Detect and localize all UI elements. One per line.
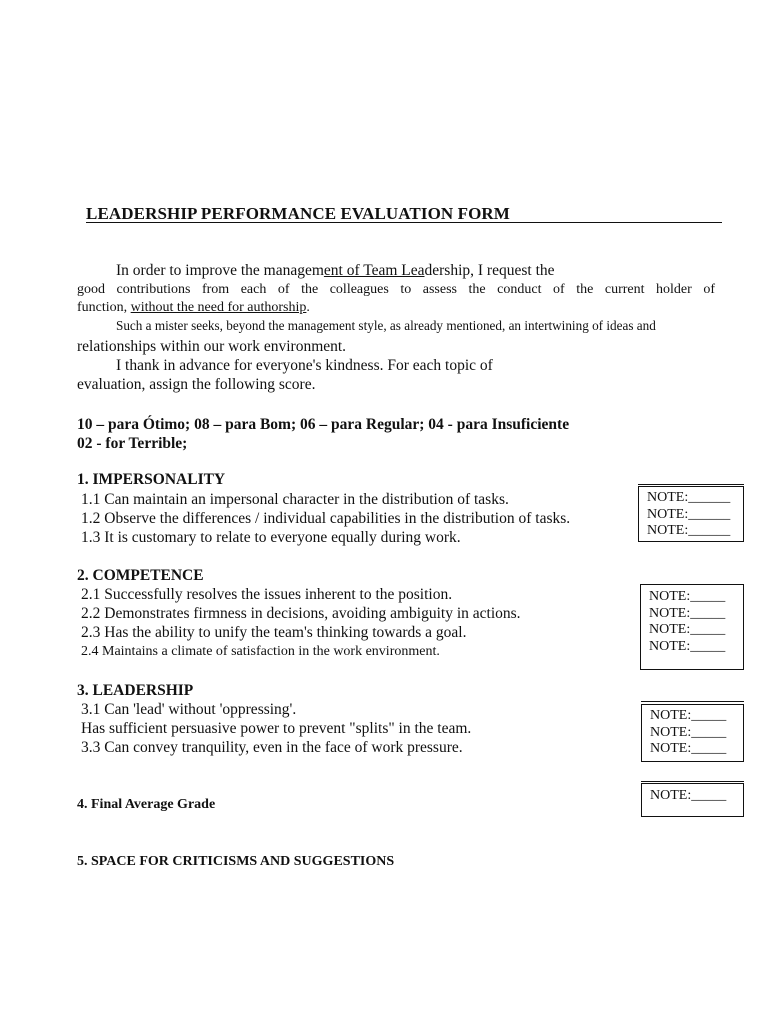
note-field[interactable]: NOTE:______ (647, 490, 731, 505)
note-box-impersonality (638, 486, 744, 542)
note-field[interactable]: NOTE:______ (647, 523, 731, 538)
note-box-final-grade (641, 783, 744, 817)
note-field[interactable]: NOTE:______ (647, 506, 731, 522)
item-3-2: Has sufficient persuasive power to prevent "splits" in the team. (81, 720, 472, 737)
intro-line-3: function, without the need for authorship. (77, 300, 310, 315)
note-field[interactable]: NOTE:_____ (649, 605, 726, 621)
intro-line-1: In order to improve the management of Team Leadership, I request the (116, 262, 555, 279)
item-1-1: 1.1 Can maintain an impersonal character in the distribution of tasks. (81, 491, 509, 508)
note-field[interactable]: NOTE:_____ (650, 788, 727, 803)
note-box-3-top-rule (641, 701, 744, 702)
title-underline (86, 222, 722, 223)
form-title: LEADERSHIP PERFORMANCE EVALUATION FORM (86, 204, 510, 223)
section-heading-competence: 2. COMPETENCE (77, 567, 204, 584)
section-heading-criticisms-suggestions: 5. SPACE FOR CRITICISMS AND SUGGESTIONS (77, 854, 395, 869)
intro-line-6: I thank in advance for everyone's kindness. For each topic of (116, 357, 493, 374)
item-3-1: 3.1 Can 'lead' without 'oppressing'. (81, 701, 297, 718)
section-heading-impersonality: 1. IMPERSONALITY (77, 471, 226, 488)
intro-line-7: evaluation, assign the following score. (77, 376, 316, 393)
score-scale-line-2: 02 - for Terrible; (77, 435, 188, 452)
note-field[interactable]: NOTE:_____ (649, 638, 726, 654)
item-3-3: 3.3 Can convey tranquility, even in the face of work pressure. (81, 739, 463, 756)
section-heading-final-grade: 4. Final Average Grade (77, 797, 216, 812)
note-box-leadership (641, 704, 744, 762)
item-1-2: 1.2 Observe the differences / individual capabilities in the distribution of tasks. (81, 510, 571, 527)
score-scale-line-1: 10 – para Ótimo; 08 – para Bom; 06 – para Regular; 04 - para Insuficiente (77, 416, 570, 433)
item-2-1: 2.1 Successfully resolves the issues inherent to the position. (81, 586, 453, 603)
note-field[interactable]: NOTE:_____ (650, 741, 727, 756)
note-field[interactable]: NOTE:_____ (650, 724, 727, 740)
note-field[interactable]: NOTE:_____ (649, 622, 726, 637)
intro-line-5: relationships within our work environment. (77, 338, 347, 355)
note-box-4-top-rule (641, 781, 744, 782)
section-heading-leadership: 3. LEADERSHIP (77, 682, 194, 699)
note-box-1-top-rule (638, 484, 744, 485)
item-2-3: 2.3 Has the ability to unify the team's thinking towards a goal. (81, 624, 467, 641)
intro-line-2: good contributions from each of the colleagues to assess the conduct of the current holder of (77, 282, 715, 297)
item-2-4: 2.4 Maintains a climate of satisfaction in the work environment. (81, 644, 440, 659)
note-field[interactable]: NOTE:_____ (650, 708, 727, 723)
note-field[interactable]: NOTE:_____ (649, 589, 726, 604)
intro-line-4: Such a mister seeks, beyond the management style, as already mentioned, an intertwining of ideas and (116, 318, 656, 333)
note-box-competence (640, 584, 744, 670)
item-2-2: 2.2 Demonstrates firmness in decisions, avoiding ambiguity in actions. (81, 605, 521, 622)
item-1-3: 1.3 It is customary to relate to everyone equally during work. (81, 529, 461, 546)
